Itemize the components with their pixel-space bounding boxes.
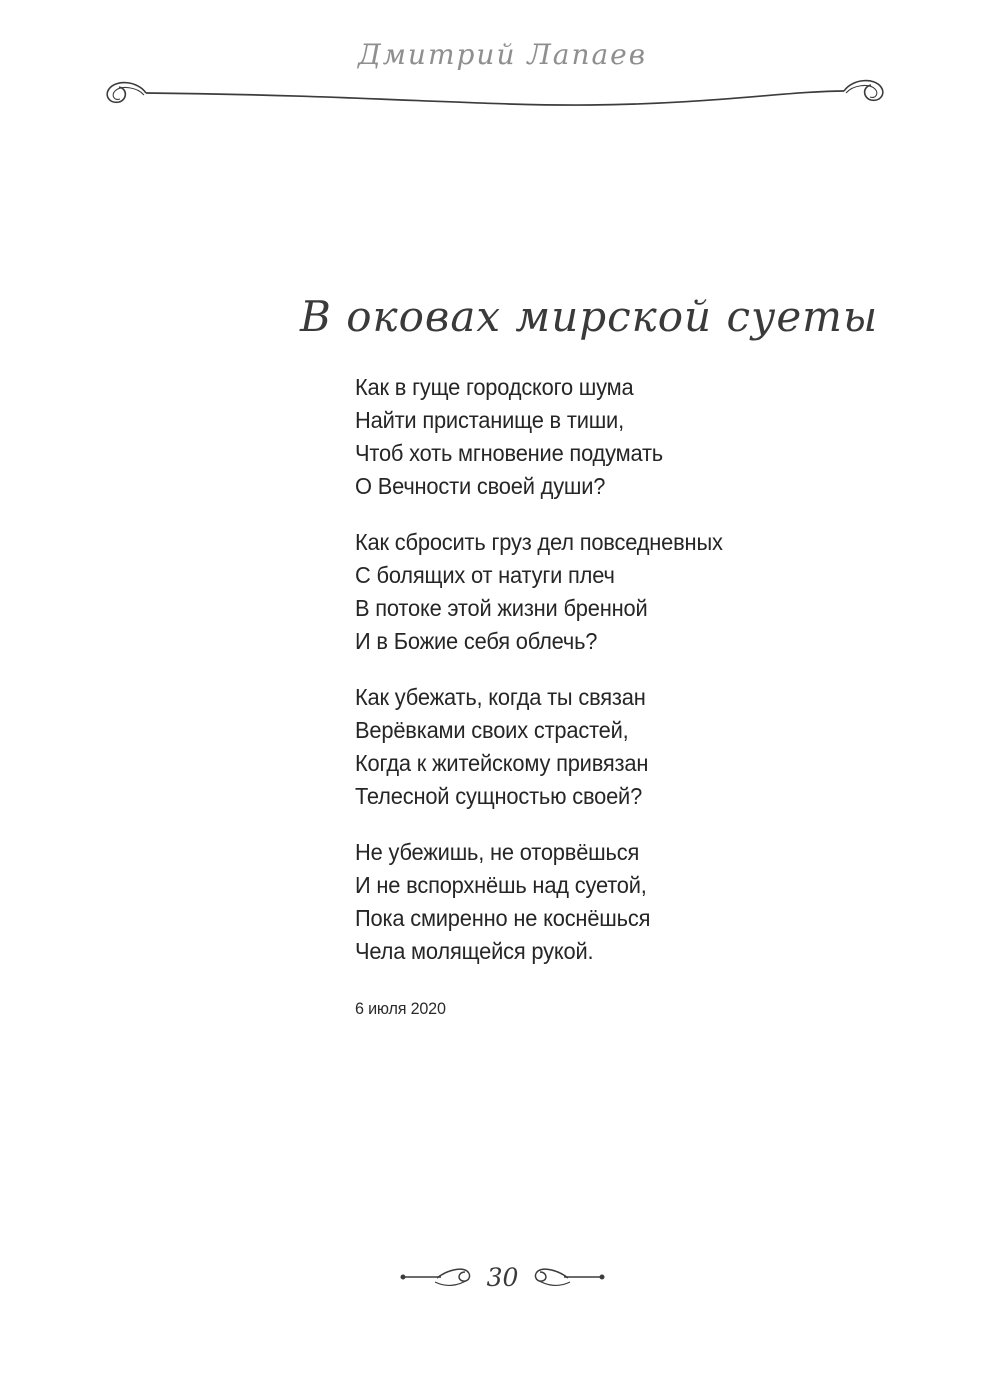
poem-line: О Вечности своей души? — [355, 473, 606, 499]
stanza-4 — [355, 836, 723, 968]
poem-line: Пока смиренно не коснёшься — [355, 905, 651, 931]
poem-line: Когда к житейскому привязан — [355, 750, 649, 776]
swirl-flourish-right-icon — [844, 81, 883, 101]
header-author: Дмитрий Лапаев — [357, 38, 648, 71]
poem-line: С болящих от натуги плеч — [355, 562, 615, 588]
poem-line: Чтоб хоть мгновение подумать — [355, 440, 663, 466]
poem-line: Верёвками своих страстей, — [355, 717, 629, 743]
poem-date: 6 июля 2020 — [355, 999, 446, 1018]
poem-body — [355, 371, 723, 991]
stanza-2 — [355, 526, 723, 658]
poem-line: Как в гуще городского шума — [355, 374, 634, 400]
stanza-3 — [355, 681, 723, 813]
divider-line — [146, 91, 844, 105]
footer — [0, 1262, 1005, 1292]
line-dot-swirl-left-icon — [399, 1262, 477, 1292]
stanza-1 — [355, 371, 723, 503]
swirl-flourish-left-icon — [107, 83, 146, 103]
line-dot-swirl-right-icon — [528, 1262, 606, 1292]
poem-line: Как сбросить груз дел повседневных — [355, 529, 723, 555]
page-number: 30 — [486, 1262, 519, 1292]
header-divider — [100, 78, 890, 118]
poem-line: В потоке этой жизни бренной — [355, 595, 648, 621]
poem-line: Как убежать, когда ты связан — [355, 684, 646, 710]
poem-line: И не вспорхнёшь над суетой, — [355, 872, 647, 898]
poem-line: Чела молящейся рукой. — [355, 938, 594, 964]
poem-line: Найти пристанище в тиши, — [355, 407, 624, 433]
poem-line: И в Божие себя облечь? — [355, 628, 598, 654]
poem-line: Телесной сущностью своей? — [355, 783, 643, 809]
poem-line: Не убежишь, не оторвёшься — [355, 839, 640, 865]
poem-title: В оковах мирской суеты — [300, 292, 879, 341]
